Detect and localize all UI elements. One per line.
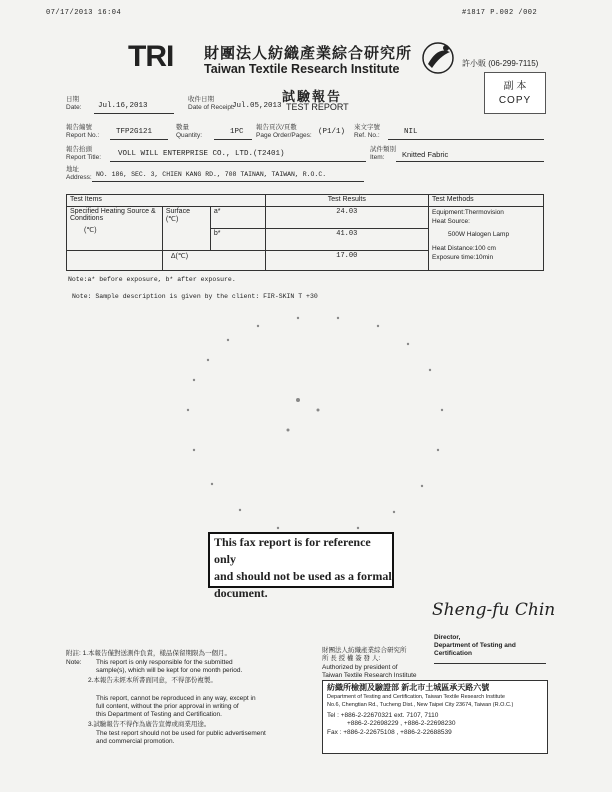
surface-unit: (℃) bbox=[165, 216, 179, 223]
title-label-en: Report Title: bbox=[66, 154, 102, 161]
lab-tel-1: Tel : +886-2-22670321 ext. 7107, 7110 bbox=[327, 711, 439, 719]
quantity-value: 1PC bbox=[230, 128, 244, 136]
page-label-cn: 報告頁次/頁數 bbox=[256, 124, 297, 131]
footer-note-en-2a: This report, cannot be reproduced in any way, except in bbox=[96, 695, 256, 702]
col-header-items: Test Items bbox=[67, 195, 266, 207]
result-a: 24.03 bbox=[265, 207, 428, 229]
method-exposure: Exposure time:10min bbox=[432, 254, 494, 261]
test-item-name: Specified Heating Source & Conditions bbox=[70, 208, 156, 222]
item-label-cn: 試件類別 bbox=[370, 146, 396, 153]
test-methods-cell bbox=[429, 207, 544, 271]
logo-mark: TRI bbox=[128, 40, 174, 73]
report-number: TFP2G121 bbox=[116, 128, 153, 136]
item-value: Knitted Fabric bbox=[402, 150, 449, 159]
receipt-date: Jul.05,2013 bbox=[232, 102, 282, 110]
report-date: Jul.16,2013 bbox=[98, 102, 148, 110]
lab-tel-2: +886-2-22698229 , +886-2-22698230 bbox=[347, 720, 456, 727]
fax-timestamp: 07/17/2013 16:04 bbox=[46, 9, 122, 17]
lab-address-en-1: Department of Testing and Certification, Taiwan Textile Research Institute bbox=[327, 693, 505, 700]
note-sample: Note: Sample description is given by the client: FIR-SKIN T +30 bbox=[72, 293, 318, 300]
footer-note-cn-3: 3.試驗報告不得作為廣告宣傳或商業用途。 bbox=[88, 721, 211, 728]
date-label-cn: 日期 bbox=[66, 96, 79, 103]
results-table bbox=[66, 194, 544, 271]
footer-note-en-2c: this Department of Testing and Certification. bbox=[96, 711, 222, 718]
date-label-en: Date: bbox=[66, 104, 82, 111]
surface-cell bbox=[162, 207, 210, 251]
copy-label-cn: 副 本 bbox=[503, 81, 527, 92]
footer-note-cn-1: 附註: 1.本報告僅對送測件負責，樣品保留期限為一個月。 bbox=[66, 650, 232, 657]
director-cert: Certification bbox=[434, 650, 472, 657]
institute-name-cn: 財團法人紡織產業綜合研究所 bbox=[204, 45, 413, 62]
authorized-cn: 財團法人紡織產業綜合研究所 bbox=[322, 647, 407, 654]
copy-label-en: COPY bbox=[498, 95, 532, 106]
stamp-line-1: This fax report is for reference only bbox=[214, 535, 371, 566]
note-exposure: Note:a* before exposure, b* after exposure. bbox=[68, 276, 236, 283]
quantity-label-cn: 數量 bbox=[176, 124, 189, 131]
footer-note-en-1a: This report is only responsible for the submitted bbox=[96, 659, 233, 666]
col-header-methods: Test Methods bbox=[429, 195, 544, 207]
authorized-en: Authorized by president of bbox=[322, 664, 398, 671]
page-value: (P1/1) bbox=[318, 128, 346, 136]
director-signature: Sheng-fu Chin bbox=[432, 600, 556, 620]
address-label-cn: 地址 bbox=[66, 166, 79, 173]
col-header-results: Test Results bbox=[265, 195, 428, 207]
fax-reference-stamp bbox=[208, 532, 394, 600]
address-value: NO. 186, SEC. 3, CHIEN KANG RD., 708 TAINAN, TAIWAN, R.O.C. bbox=[96, 171, 327, 178]
method-lamp: 500W Halogen Lamp bbox=[448, 231, 510, 238]
lab-address-cn: 紡織所檢測及驗證部 新北市土城區承天路六號 bbox=[327, 683, 490, 692]
president-cn: 所 長 授 權 簽 發 人: bbox=[322, 655, 381, 662]
lab-address-en-2: No.6, Chengtian Rd., Tucheng Dist., New Taipei City 23674, Taiwan (R.O.C.) bbox=[327, 702, 514, 708]
fax-page-number: #1817 P.002 /002 bbox=[462, 9, 538, 17]
footer-note-en-3a: The test report should not be used for public advertisement bbox=[96, 730, 266, 737]
method-heat-source: Heat Source: bbox=[432, 218, 470, 225]
institute-name-en: Taiwan Textile Research Institute bbox=[204, 62, 400, 76]
page-label-en: Page Order/Pages: bbox=[256, 132, 312, 139]
stamp-line-2: and should not be used as a formal bbox=[214, 569, 392, 583]
authorized-org: Taiwan Textile Research Institute bbox=[322, 672, 417, 679]
director-dept: Department of Testing and bbox=[434, 642, 516, 649]
receipt-label-cn: 收件日期 bbox=[188, 96, 214, 103]
lab-fax: Fax : +886-2-22675108 , +886-2-22688539 bbox=[327, 728, 452, 736]
ref-label-cn: 來文字號 bbox=[354, 124, 380, 131]
footer-note-en-3b: and commercial promotion. bbox=[96, 738, 175, 745]
surface-label: Surface bbox=[165, 208, 190, 215]
footer-note-en-1b: sample(s), which will be kept for one month period. bbox=[96, 667, 243, 674]
item-label-en: Item: bbox=[370, 154, 385, 161]
tri-logo bbox=[128, 40, 428, 82]
copy-stamp bbox=[484, 72, 546, 114]
row-key-a: a* bbox=[210, 207, 265, 229]
method-equipment: Equipment:Thermovision bbox=[432, 209, 504, 216]
test-item-cell bbox=[67, 207, 163, 251]
lab-address-box bbox=[322, 680, 548, 754]
ref-value: NIL bbox=[404, 128, 418, 136]
director-title: Director, bbox=[434, 634, 461, 641]
title-label-cn: 報告抬頭 bbox=[66, 146, 92, 153]
institute-emblem-icon bbox=[418, 38, 458, 78]
result-delta: 17.00 bbox=[265, 251, 428, 271]
footer-note-label: Note: bbox=[66, 659, 82, 666]
footer-note-cn-2: 2.本報告未經本所書面同意，不得部份複製。 bbox=[88, 677, 217, 684]
report-no-label-cn: 報告編號 bbox=[66, 124, 92, 131]
stamp-line-3: document. bbox=[214, 586, 268, 600]
report-title-en: TEST REPORT bbox=[286, 102, 349, 112]
quantity-label-en: Quantity: bbox=[176, 132, 203, 139]
result-b: 41.03 bbox=[265, 229, 428, 251]
embossed-seal-icon bbox=[168, 300, 458, 550]
address-label-en: Address: bbox=[66, 174, 92, 181]
footer-note-en-2b: full content, without the prior approval in writing of bbox=[96, 703, 239, 710]
report-no-label-en: Report No.: bbox=[66, 132, 100, 139]
method-distance: Heat Distance:100 cm bbox=[432, 245, 496, 252]
row-key-b: b* bbox=[210, 229, 265, 251]
test-item-unit: (℃) bbox=[84, 227, 97, 234]
ref-label-en: Ref. No.: bbox=[354, 132, 380, 139]
license-number: 許小販 (06-299-7115) bbox=[462, 59, 539, 68]
row-key-delta: Δ(℃) bbox=[162, 251, 265, 271]
report-title-cn: 試驗報告 bbox=[282, 89, 343, 104]
report-client: VOLL WILL ENTERPRISE CO., LTD.(T2401) bbox=[118, 150, 285, 158]
receipt-label-en: Date of Receipt: bbox=[188, 104, 235, 111]
